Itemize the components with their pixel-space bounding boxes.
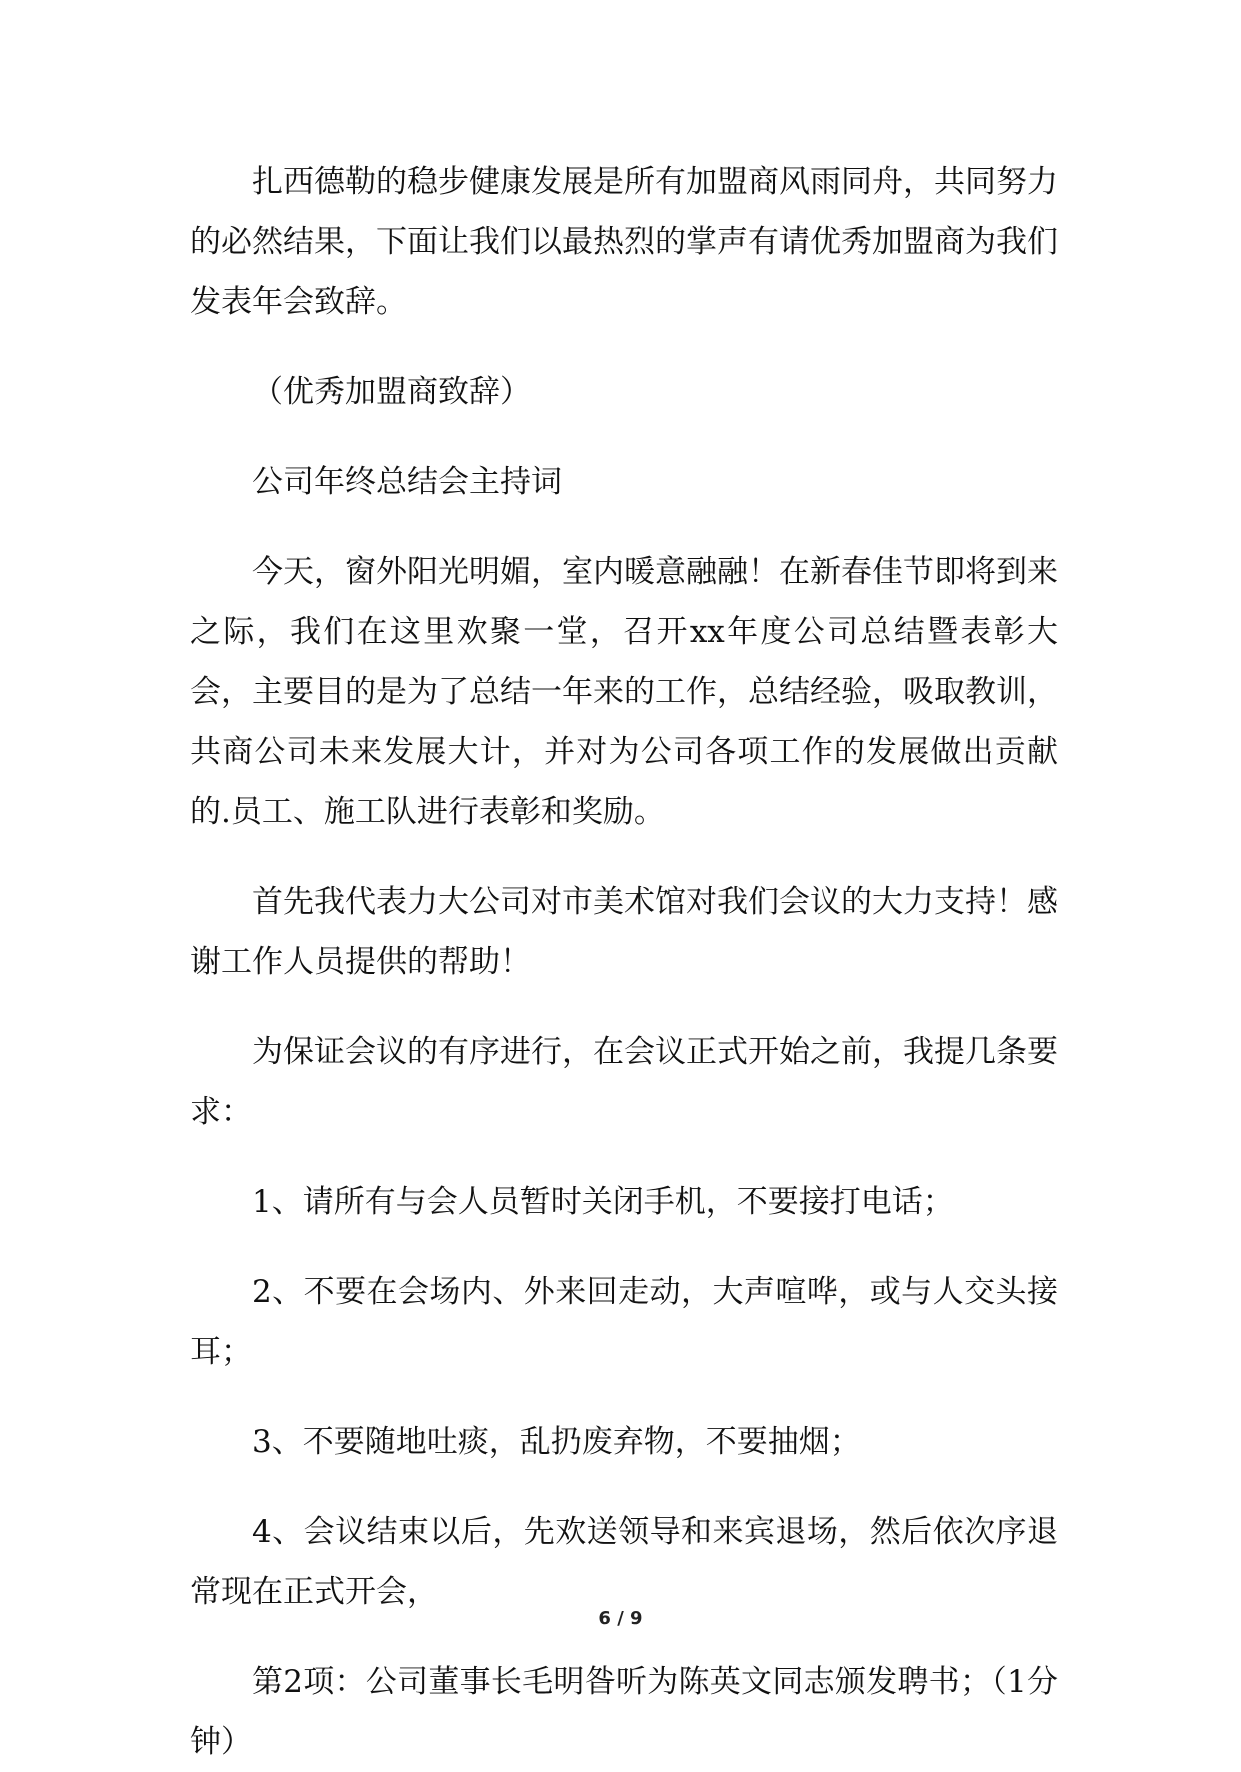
list-item-3: 3、不要随地吐痰，乱扔废弃物，不要抽烟； <box>252 1424 861 1460</box>
list-item-4: 4、会议结束以后，先欢送领导和来宾退场，然后依次序退常现在正式开会， <box>190 1514 1058 1610</box>
paragraph-closing-remarks: 扎西德勒的稳步健康发展是所有加盟商风雨同舟，共同努力的必然结果，下面让我们以最热烈的掌声有请优秀加盟商为我们发表年会致辞。 <box>190 164 1058 320</box>
page-number: 6 / 9 <box>598 1608 643 1629</box>
document-body <box>190 152 1058 1772</box>
agenda-item-2: 第2项：公司董事长毛明昝听为陈英文同志颁发聘书；（1分钟） <box>190 1664 1058 1760</box>
paragraph-requirements-intro: 为保证会议的有序进行，在会议正式开始之前，我提几条要求： <box>190 1034 1058 1130</box>
list-item-1: 1、请所有与会人员暂时关闭手机，不要接打电话； <box>252 1184 954 1220</box>
list-item-2: 2、不要在会场内、外来回走动，大声喧哗，或与人交头接耳； <box>190 1274 1058 1370</box>
paragraph-thanks: 首先我代表力大公司对市美术馆对我们会议的大力支持！感谢工作人员提供的帮助！ <box>190 884 1058 980</box>
paragraph-franchisee-speech: （优秀加盟商致辞） <box>252 374 531 410</box>
paragraph-opening: 今天，窗外阳光明媚，室内暖意融融！在新春佳节即将到来之际，我们在这里欢聚一堂，召开xx年度公司总结暨表彰大会，主要目的是为了总结一年来的工作，总结经验，吸取教训，共商公司未来发展大计，并对为公司各项工作的发展做出贡献的.员工、施工队进行表彰和奖励。 <box>190 554 1058 830</box>
section-heading: 公司年终总结会主持词 <box>252 464 562 500</box>
